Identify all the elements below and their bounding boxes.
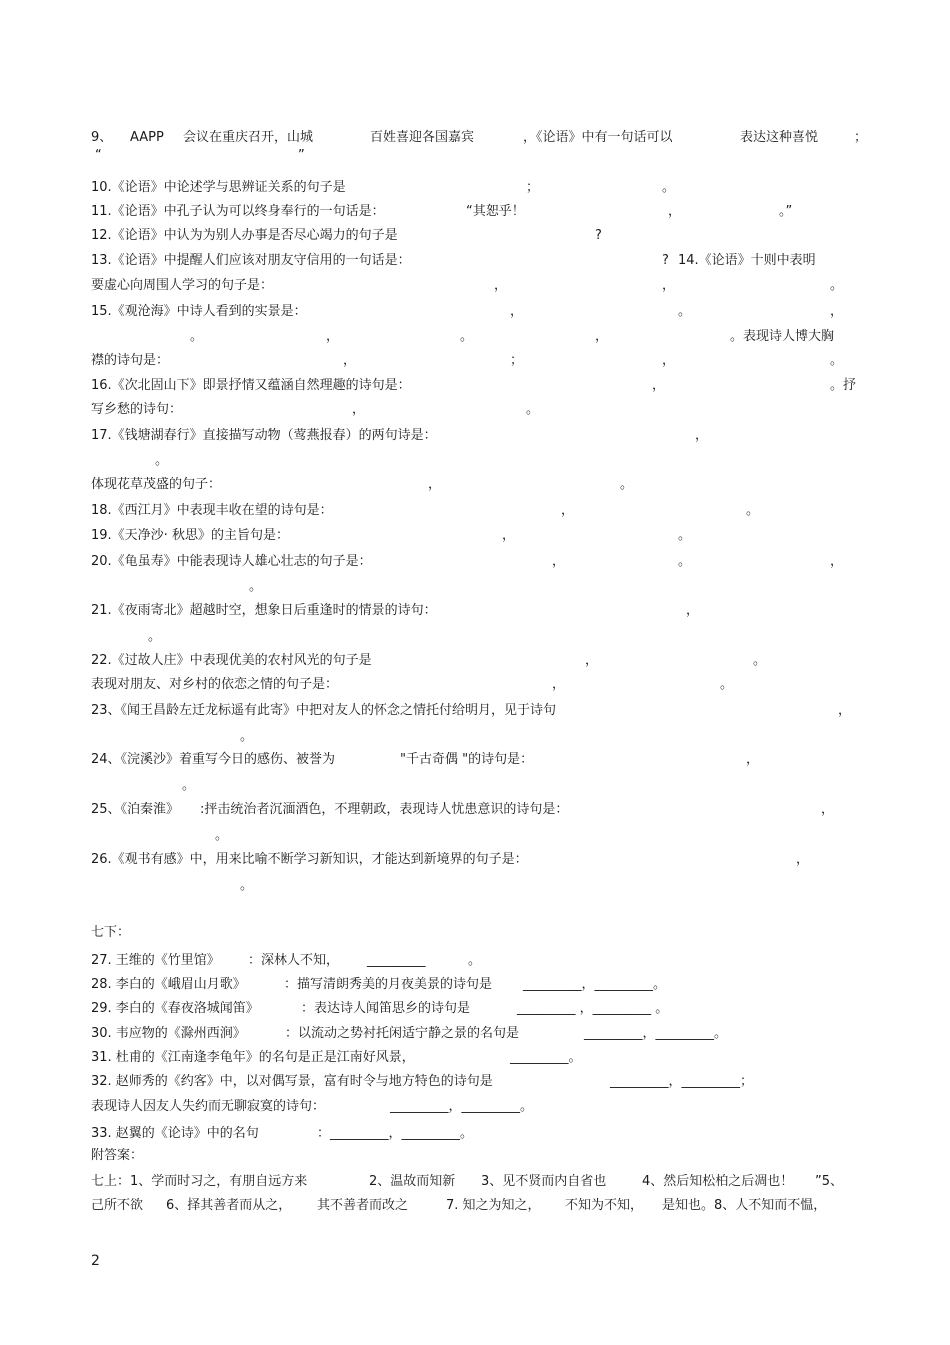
line-26b-part-0: 。 bbox=[240, 878, 254, 893]
line-27-part-2: _________ bbox=[367, 953, 426, 968]
line-ans2-part-1: 6、择其善者而从之， bbox=[166, 1198, 292, 1213]
line-10-part-0: 10.《论语》中论述学与思辨证关系的句子是 bbox=[91, 180, 346, 195]
line-19-part-2: 。 bbox=[678, 528, 692, 543]
line-9a-part-6: ； bbox=[854, 130, 868, 145]
line-26a-part-0: 26.《观书有感》中，用来比喻不断学习新知识，才能达到新境界的句子是： bbox=[91, 852, 528, 867]
line-15c-part-3: ， bbox=[662, 353, 676, 368]
line-15c-part-4: 。 bbox=[830, 353, 844, 368]
line-15b-part-4: 。表现诗人博大胸 bbox=[730, 329, 835, 344]
line-27-part-0: 27. 王维的《竹里馆》 bbox=[91, 953, 220, 968]
line-20a-part-3: ， bbox=[830, 554, 844, 569]
line-21b-part-0: 。 bbox=[148, 629, 162, 644]
line-17b-part-0: 。 bbox=[155, 453, 169, 468]
line-13-part-0: 13.《论语》中提醒人们应该对朋友守信用的一句话是： bbox=[91, 253, 411, 268]
line-16b-part-2: 。 bbox=[526, 402, 540, 417]
line-11-part-0: 11.《论语》中孔子认为可以终身奉行的一句话是： bbox=[91, 204, 385, 219]
line-28-part-1: ：描写清朗秀美的月夜美景的诗句是 bbox=[284, 977, 493, 992]
line-15a-part-1: ， bbox=[510, 304, 524, 319]
line-33-part-0: 33. 赵翼的《论诗》中的名句 bbox=[91, 1126, 259, 1141]
page-number: 2 bbox=[91, 1253, 100, 1269]
line-14-part-0: 要虚心向周围人学习的句子是： bbox=[91, 278, 274, 293]
line-27-part-3: 。 bbox=[468, 953, 482, 968]
line-14-part-2: ， bbox=[662, 278, 676, 293]
line-12-part-0: 12.《论语》中认为为别人办事是否尽心竭力的句子是 bbox=[91, 228, 398, 243]
line-15b-part-0: 。 bbox=[190, 329, 204, 344]
line-ans2-part-0: 己所不欲 bbox=[91, 1198, 144, 1213]
line-9a-part-4: ，《论语》中有一句话可以 bbox=[523, 130, 673, 145]
line-10-part-2: 。 bbox=[662, 180, 676, 195]
line-30-part-2: _________，_________。 bbox=[584, 1026, 728, 1041]
line-10-part-1: ； bbox=[526, 180, 540, 195]
line-13-part-2: 14.《论语》十则中表明 bbox=[678, 253, 816, 268]
line-32a-part-1: _________，_________； bbox=[610, 1074, 754, 1089]
line-22a-part-2: 。 bbox=[753, 653, 767, 668]
line-ans1-part-3: 4、然后知松柏之后凋也！ bbox=[642, 1174, 794, 1189]
line-18-part-2: 。 bbox=[746, 503, 760, 518]
line-qx-part-0: 七下： bbox=[91, 925, 131, 940]
line-30-part-1: ：以流动之势衬托闲适宁静之景的名句是 bbox=[285, 1026, 520, 1041]
line-25a-part-2: ， bbox=[821, 802, 835, 817]
line-27-part-1: ：深林人不知， bbox=[248, 953, 340, 968]
line-24a-part-0: 24、《浣溪沙》着重写今日的感伤、被誉为 bbox=[91, 752, 336, 767]
line-17a-part-0: 17.《钱塘湖春行》直接描写动物（莺燕报春）的两句诗是： bbox=[91, 428, 437, 443]
line-ans2-part-5: 是知也。8、人不知而不愠， bbox=[662, 1198, 827, 1213]
line-9a-part-0: 9、 bbox=[91, 130, 113, 145]
line-18-part-1: ， bbox=[561, 503, 575, 518]
line-29-part-1: ：表达诗人闻笛思乡的诗句是 bbox=[301, 1001, 471, 1016]
line-29-part-2: _________ ，_________ 。 bbox=[517, 1001, 669, 1016]
line-20a-part-1: ， bbox=[552, 554, 566, 569]
line-11-part-2: ， bbox=[668, 204, 682, 219]
line-16b-part-0: 写乡愁的诗句： bbox=[91, 402, 183, 417]
line-23a-part-1: ， bbox=[838, 703, 852, 718]
line-30-part-0: 30. 韦应物的《滁州西涧》 bbox=[91, 1026, 246, 1041]
line-9b-part-0: “ bbox=[95, 148, 102, 163]
line-22b-part-1: ， bbox=[552, 677, 566, 692]
line-19-part-1: ， bbox=[502, 528, 516, 543]
line-32b-part-0: 表现诗人因友人失约而无聊寂寞的诗句： bbox=[91, 1099, 326, 1114]
line-25a-part-0: 25、《泊秦淮》 bbox=[91, 802, 180, 817]
line-28-part-0: 28. 李白的《峨眉山月歌》 bbox=[91, 977, 246, 992]
line-20b-part-0: 。 bbox=[249, 579, 263, 594]
line-15b-part-3: ， bbox=[595, 329, 609, 344]
line-14-part-1: ， bbox=[494, 278, 508, 293]
line-18-part-0: 18.《西江月》中表现丰收在望的诗句是： bbox=[91, 503, 333, 518]
line-19-part-0: 19.《天净沙· 秋思》的主旨句是： bbox=[91, 528, 289, 543]
line-ans1-part-1: 2、温故而知新 bbox=[369, 1174, 456, 1189]
line-23a-part-0: 23、《闻王昌龄左迁龙标遥有此寄》中把对友人的怀念之情托付给明月，见于诗句 bbox=[91, 703, 557, 718]
line-9b-part-1: ” bbox=[298, 148, 305, 163]
line-15a-part-3: ， bbox=[830, 304, 844, 319]
line-16a-part-2: 。抒 bbox=[830, 378, 857, 393]
line-ans2-part-3: 7. 知之为知之， bbox=[446, 1198, 541, 1213]
line-12-part-1: ? bbox=[595, 228, 602, 243]
line-13-part-1: ? bbox=[662, 253, 669, 268]
line-9a-part-1: AAPP bbox=[130, 130, 164, 145]
line-15c-part-0: 襟的诗句是： bbox=[91, 353, 170, 368]
line-15c-part-2: ； bbox=[510, 353, 524, 368]
line-14-part-3: 。 bbox=[830, 278, 844, 293]
line-22a-part-0: 22.《过故人庄》中表现优美的农村风光的句子是 bbox=[91, 653, 372, 668]
line-ans2-part-4: 不知为不知， bbox=[565, 1198, 644, 1213]
line-21a-part-0: 21.《夜雨寄北》超越时空，想象日后重逢时的情景的诗句： bbox=[91, 603, 437, 618]
line-16a-part-1: ， bbox=[652, 378, 666, 393]
line-24a-part-1: "千古奇偶 "的诗句是： bbox=[400, 752, 534, 767]
line-11-part-3: 。” bbox=[779, 204, 793, 219]
line-33-part-1: ：_________，_________。 bbox=[317, 1126, 474, 1141]
line-9a-part-3: 百姓喜迎各国嘉宾 bbox=[370, 130, 475, 145]
line-ans1-part-4: ”5、 bbox=[815, 1174, 844, 1189]
line-23b-part-0: 。 bbox=[240, 729, 254, 744]
line-32b-part-1: _________，_________。 bbox=[390, 1099, 534, 1114]
line-9a-part-2: 会议在重庆召开，山城 bbox=[183, 130, 314, 145]
line-ans2-part-2: 其不善者而改之 bbox=[317, 1198, 409, 1213]
line-20a-part-0: 20.《龟虽寿》中能表现诗人雄心壮志的句子是： bbox=[91, 554, 372, 569]
line-16a-part-0: 16.《次北固山下》即景抒情又蕴涵自然理趣的诗句是： bbox=[91, 378, 411, 393]
line-9a-part-5: 表达这种喜悦 bbox=[740, 130, 819, 145]
line-11-part-1: “其恕乎！ bbox=[466, 204, 525, 219]
line-24a-part-2: ， bbox=[746, 752, 760, 767]
line-17c-part-2: 。 bbox=[620, 477, 634, 492]
line-25a-part-1: :抨击统治者沉湎酒色，不理朝政，表现诗人忧患意识的诗句是： bbox=[200, 802, 569, 817]
line-26a-part-1: ， bbox=[796, 852, 810, 867]
line-22a-part-1: ， bbox=[585, 653, 599, 668]
line-15a-part-2: 。 bbox=[678, 304, 692, 319]
line-16b-part-1: ， bbox=[352, 402, 366, 417]
line-17a-part-1: ， bbox=[695, 428, 709, 443]
line-15b-part-1: ， bbox=[326, 329, 340, 344]
line-15c-part-1: ， bbox=[343, 353, 357, 368]
line-20a-part-2: 。 bbox=[678, 554, 692, 569]
line-31-part-1: _________。 bbox=[510, 1050, 582, 1065]
line-29-part-0: 29. 李白的《春夜洛城闻笛》 bbox=[91, 1001, 259, 1016]
line-24b-part-0: 。 bbox=[182, 778, 196, 793]
line-15a-part-0: 15.《观沧海》中诗人看到的实景是： bbox=[91, 304, 307, 319]
line-15b-part-2: 。 bbox=[460, 329, 474, 344]
line-fa-part-0: 附答案： bbox=[91, 1148, 144, 1163]
line-17c-part-0: 体现花草茂盛的句子： bbox=[91, 477, 222, 492]
line-ans1-part-0: 七上：1、学而时习之，有朋自远方来 bbox=[91, 1174, 308, 1189]
line-22b-part-2: 。 bbox=[720, 677, 734, 692]
line-28-part-2: _________，_________。 bbox=[523, 977, 667, 992]
line-25b-part-0: 。 bbox=[215, 828, 229, 843]
line-22b-part-0: 表现对朋友、对乡村的依恋之情的句子是： bbox=[91, 677, 339, 692]
line-31-part-0: 31. 杜甫的《江南逢李龟年》的名句是正是江南好风景， bbox=[91, 1050, 415, 1065]
line-32a-part-0: 32. 赵师秀的《约客》中，以对偶写景，富有时令与地方特色的诗句是 bbox=[91, 1074, 493, 1089]
line-ans1-part-2: 3、见不贤而内自省也 bbox=[481, 1174, 607, 1189]
line-21a-part-1: ， bbox=[686, 603, 700, 618]
line-17c-part-1: ， bbox=[428, 477, 442, 492]
